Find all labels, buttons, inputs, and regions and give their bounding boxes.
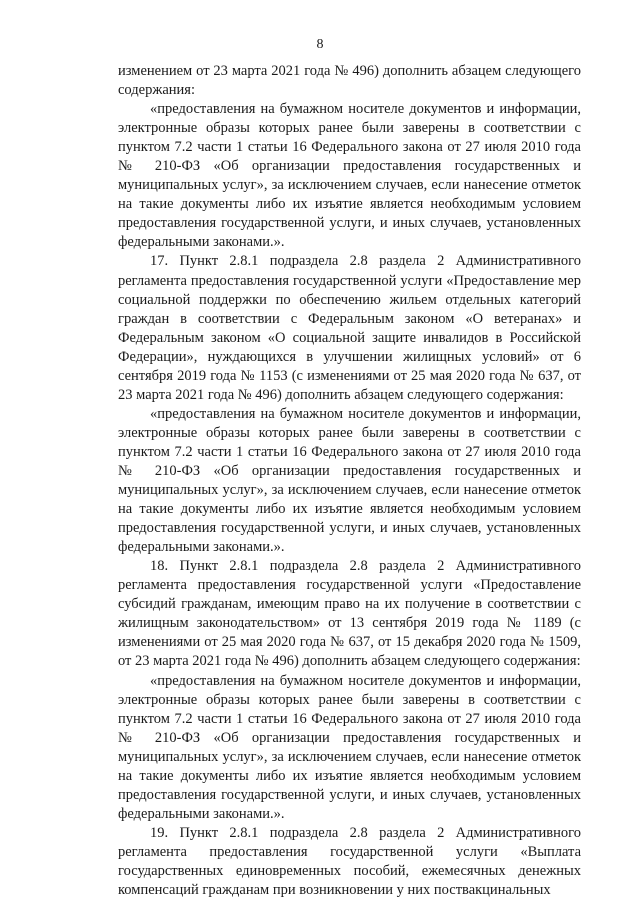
paragraph-quote: «предоставления на бумажном носителе документов и информации, электронные образы которых ранее были заверены в соответствии с пунктом 7.2 части 1 статьи 16 Федерального закона от 27 июля 2010 года № 210-ФЗ «Об организации предоставления государственных и муниципальных услуг», за исключением случаев, если нанесение отметок на такие документы либо их изъятие является необходимым условием предоставления государственной услуги, и иных случаев, установленных федеральными законами.». [118, 405, 581, 556]
paragraph-continuation: изменением от 23 марта 2021 года № 496) дополнить абзацем следующего содержания: [118, 63, 581, 99]
paragraph-quote: «предоставления на бумажном носителе документов и информации, электронные образы которых ранее были заверены в соответствии с пунктом 7.2 части 1 статьи 16 Федерального закона от 27 июля 2010 года № 210-ФЗ «Об организации предоставления государственных и муниципальных услуг», за исключением случаев, если нанесение отметок на такие документы либо их изъятие является необходимым условием предоставления государственной услуги, и иных случаев, установленных федеральными законами.». [118, 101, 581, 251]
page-number: 8 [316, 37, 324, 52]
paragraph-item-17: 17. Пункт 2.8.1 подраздела 2.8 раздела 2 Административного регламента предоставления государственной услуги «Предоставление мер социальной поддержки по обеспечению жильем отдельных категорий граждан в соответствии с Федеральным законом «О ветеранах» и Федеральным законом «О социальной защите инвалидов в Российской Федерации», нуждающихся в улучшении жилищных условий» от 6 сентября 2019 года № 1153 (с изменениями от 25 мая 2020 года № 637, от 23 марта 2021 года № 496) дополнить абзацем следующего содержания: [118, 253, 581, 403]
document-body [118, 62, 581, 900]
paragraph-item-18: 18. Пункт 2.8.1 подраздела 2.8 раздела 2 Административного регламента предоставления государственной услуги «Предоставление субсидий гражданам, имеющим право на их получение в соответствии с жилищным законодательством» от 13 сентября 2019 года № 1189 (с изменениями от 25 мая 2020 года № 637, от 15 декабря 2020 года № 1509, от 23 марта 2021 года № 496) дополнить абзацем следующего содержания: [118, 558, 581, 670]
paragraph-item-19: 19. Пункт 2.8.1 подраздела 2.8 раздела 2 Административного регламента предоставления государственной услуги «Выплата государственных единовременных пособий, ежемесячных денежных компенсаций гражданам при возникновении у них поствакцинальных [118, 824, 581, 899]
paragraph-quote: «предоставления на бумажном носителе документов и информации, электронные образы которых ранее были заверены в соответствии с пунктом 7.2 части 1 статьи 16 Федерального закона от 27 июля 2010 года № 210-ФЗ «Об организации предоставления государственных и муниципальных услуг», за исключением случаев, если нанесение отметок на такие документы либо их изъятие является необходимым условием предоставления государственной услуги, и иных случаев, установленных федеральными законами.». [118, 672, 581, 822]
